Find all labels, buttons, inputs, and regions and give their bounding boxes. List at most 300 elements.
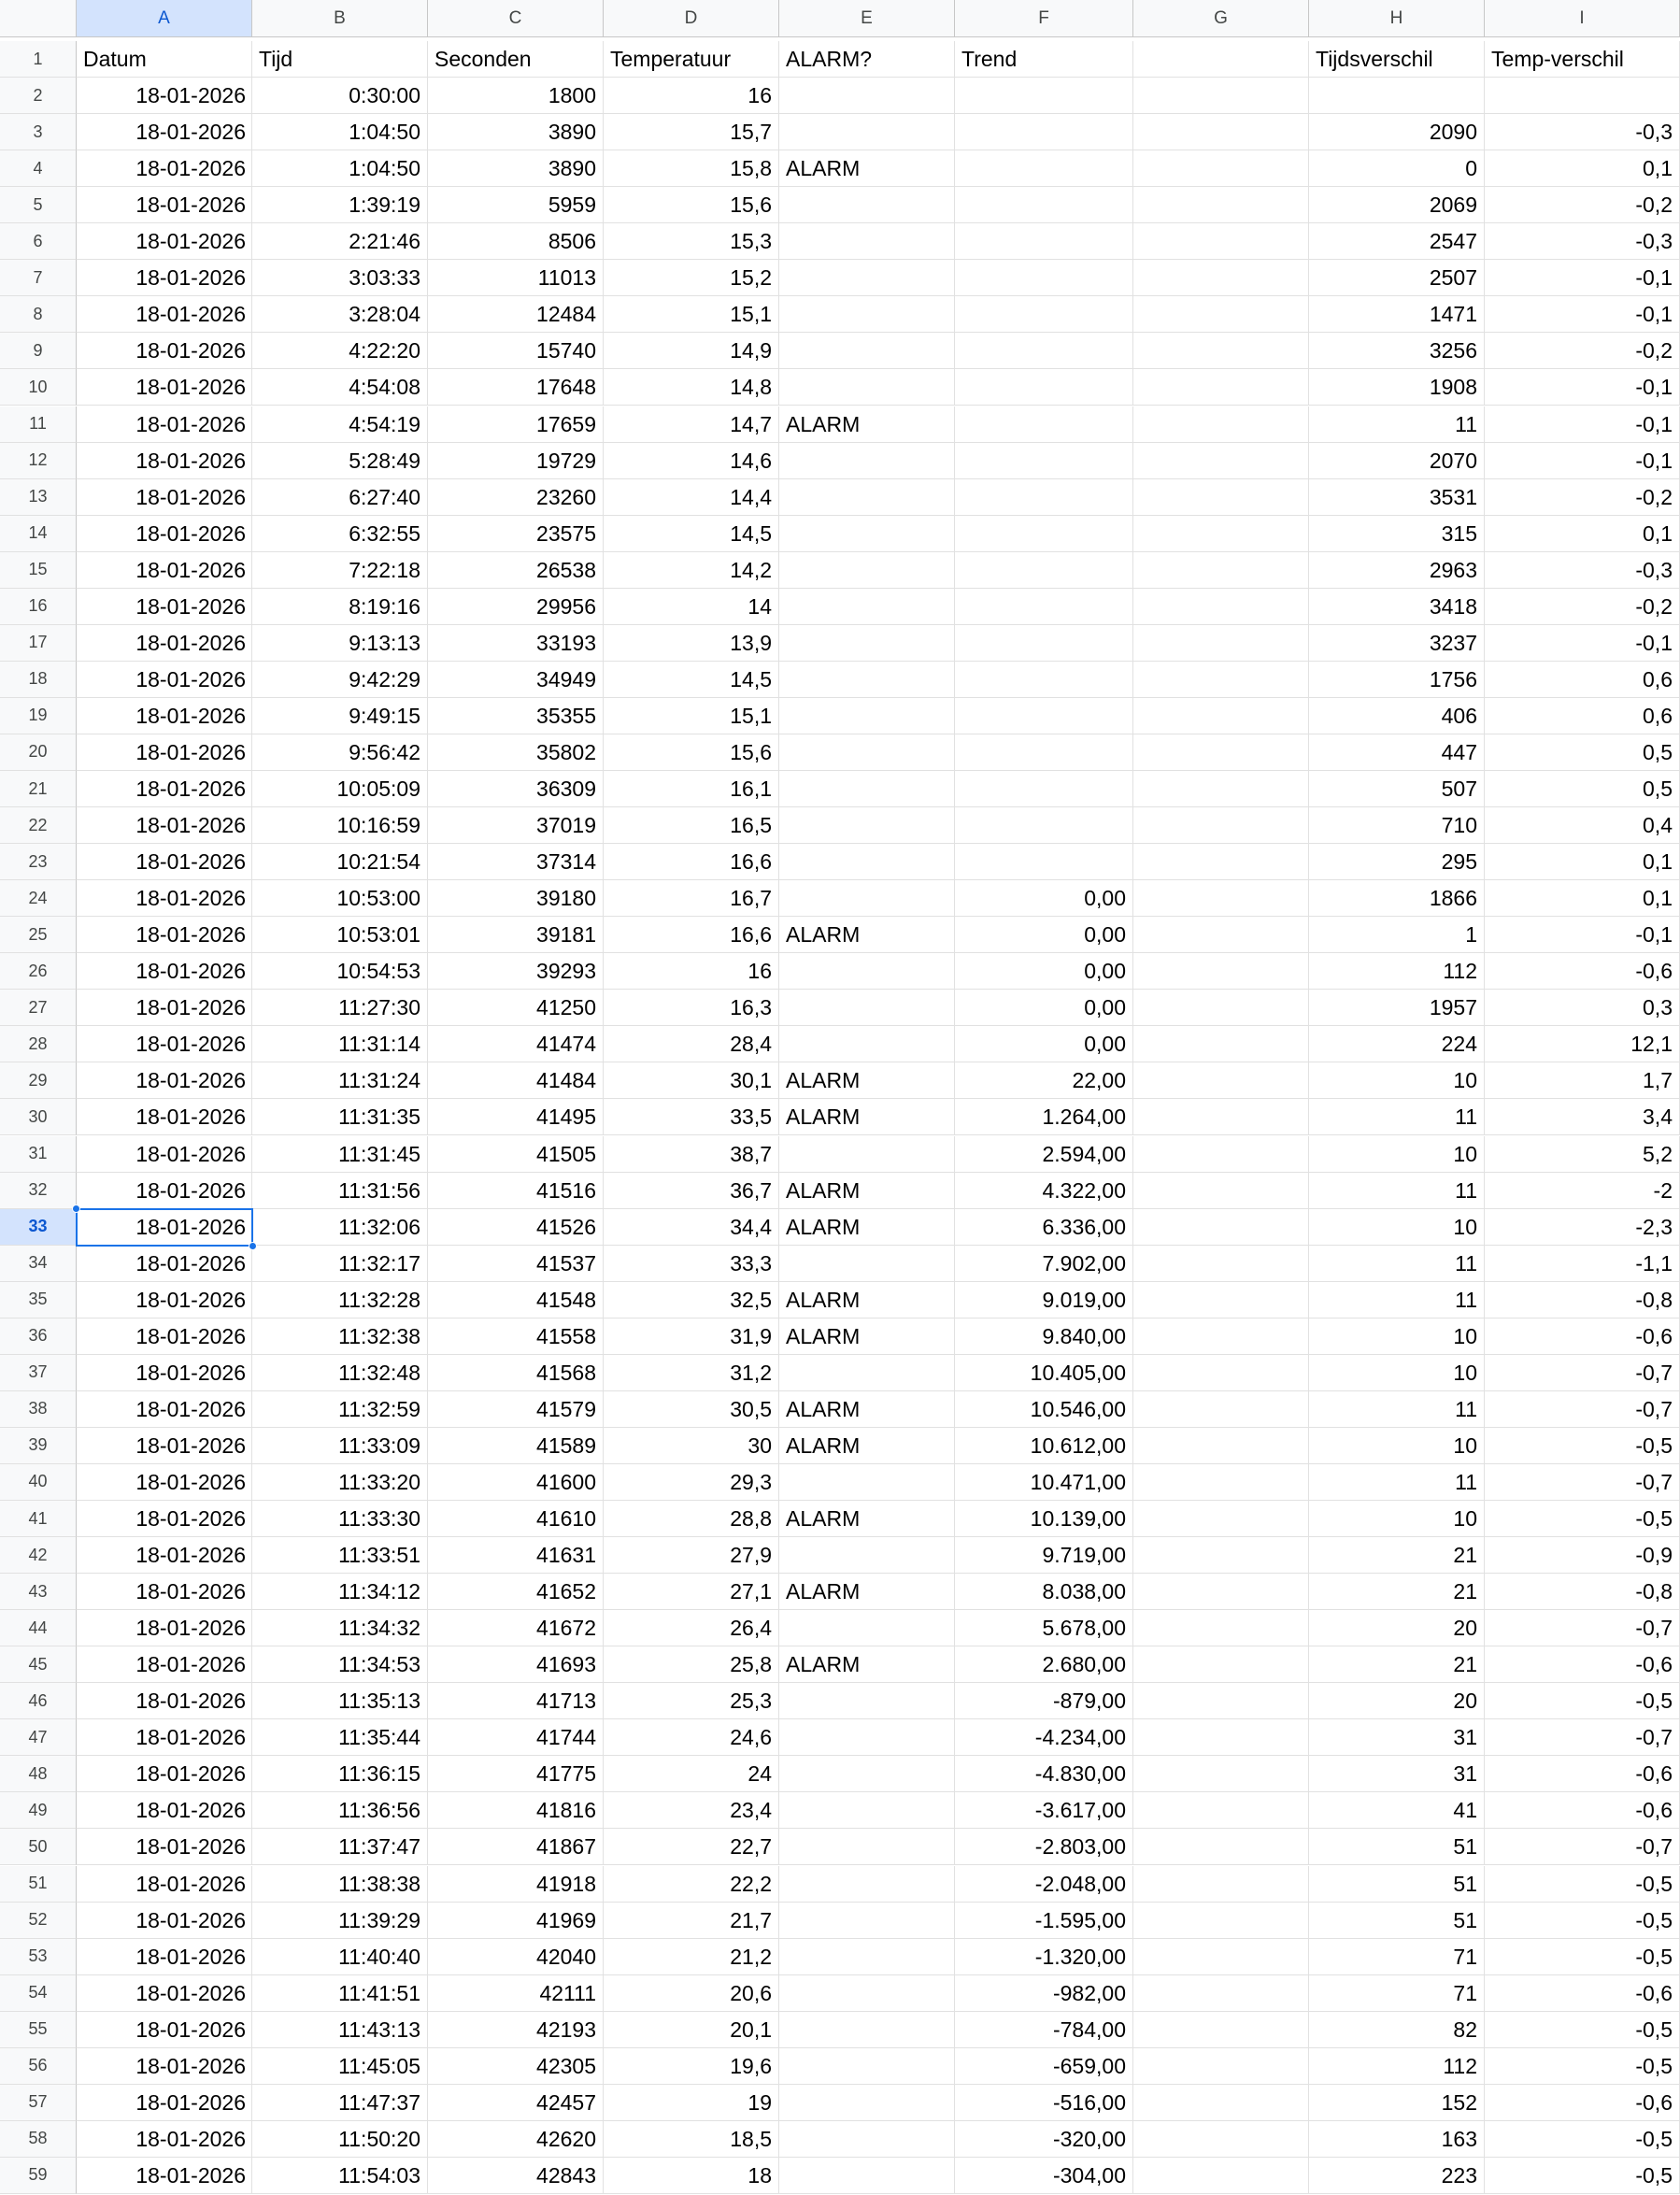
cell-f16[interactable]	[955, 589, 1133, 625]
cell-g35[interactable]	[1133, 1282, 1309, 1318]
cell-f25[interactable]: 0,00	[955, 917, 1133, 953]
cell-c37[interactable]: 41568	[428, 1355, 604, 1391]
cell-c17[interactable]: 33193	[428, 625, 604, 662]
cell-d16[interactable]: 14	[604, 589, 779, 625]
cell-g17[interactable]	[1133, 625, 1309, 662]
cell-b44[interactable]: 11:34:32	[252, 1610, 428, 1646]
row-header-34[interactable]: 34	[0, 1246, 77, 1282]
cell-g41[interactable]	[1133, 1501, 1309, 1537]
cell-a12[interactable]: 18-01-2026	[77, 443, 252, 479]
cell-b22[interactable]: 10:16:59	[252, 807, 428, 844]
cell-d23[interactable]: 16,6	[604, 844, 779, 880]
cell-e38[interactable]: ALARM	[779, 1391, 955, 1428]
row-header-40[interactable]: 40	[0, 1464, 77, 1501]
row-header-1[interactable]: 1	[0, 41, 77, 78]
cell-c33[interactable]: 41526	[428, 1209, 604, 1246]
cell-b39[interactable]: 11:33:09	[252, 1428, 428, 1464]
cell-c39[interactable]: 41589	[428, 1428, 604, 1464]
row-header-42[interactable]: 42	[0, 1537, 77, 1574]
cell-c8[interactable]: 12484	[428, 296, 604, 333]
cell-b7[interactable]: 3:03:33	[252, 260, 428, 296]
row-header-4[interactable]: 4	[0, 150, 77, 187]
cell-g44[interactable]	[1133, 1610, 1309, 1646]
cell-h47[interactable]: 31	[1309, 1719, 1485, 1756]
row-header-53[interactable]: 53	[0, 1939, 77, 1975]
row-header-21[interactable]: 21	[0, 771, 77, 807]
cell-g37[interactable]	[1133, 1355, 1309, 1391]
cell-b13[interactable]: 6:27:40	[252, 479, 428, 516]
row-header-51[interactable]: 51	[0, 1866, 77, 1903]
cell-h31[interactable]: 10	[1309, 1136, 1485, 1173]
cell-b4[interactable]: 1:04:50	[252, 150, 428, 187]
row-header-59[interactable]: 59	[0, 2158, 77, 2194]
cell-g58[interactable]	[1133, 2121, 1309, 2158]
cell-h15[interactable]: 2963	[1309, 552, 1485, 589]
cell-c28[interactable]: 41474	[428, 1026, 604, 1062]
cell-a33[interactable]: 18-01-2026	[77, 1209, 252, 1246]
cell-d57[interactable]: 19	[604, 2085, 779, 2121]
cell-e24[interactable]	[779, 880, 955, 917]
cell-h3[interactable]: 2090	[1309, 114, 1485, 150]
cell-d44[interactable]: 26,4	[604, 1610, 779, 1646]
cell-c34[interactable]: 41537	[428, 1246, 604, 1282]
cell-f24[interactable]: 0,00	[955, 880, 1133, 917]
cell-g52[interactable]	[1133, 1903, 1309, 1939]
cell-b51[interactable]: 11:38:38	[252, 1866, 428, 1903]
cell-a32[interactable]: 18-01-2026	[77, 1173, 252, 1209]
cell-f51[interactable]: -2.048,00	[955, 1866, 1133, 1903]
cell-h20[interactable]: 447	[1309, 734, 1485, 771]
cell-i46[interactable]: -0,5	[1485, 1683, 1680, 1719]
cell-b36[interactable]: 11:32:38	[252, 1318, 428, 1355]
cell-f22[interactable]	[955, 807, 1133, 844]
cell-e11[interactable]: ALARM	[779, 406, 955, 443]
cell-c18[interactable]: 34949	[428, 662, 604, 698]
cell-f56[interactable]: -659,00	[955, 2048, 1133, 2085]
cell-d52[interactable]: 21,7	[604, 1903, 779, 1939]
cell-d7[interactable]: 15,2	[604, 260, 779, 296]
cell-d50[interactable]: 22,7	[604, 1829, 779, 1865]
selection-fill-handle[interactable]	[249, 1242, 257, 1250]
cell-d59[interactable]: 18	[604, 2158, 779, 2194]
cell-c26[interactable]: 39293	[428, 953, 604, 990]
cell-h14[interactable]: 315	[1309, 516, 1485, 552]
cell-a5[interactable]: 18-01-2026	[77, 187, 252, 223]
cell-g32[interactable]	[1133, 1173, 1309, 1209]
cell-f8[interactable]	[955, 296, 1133, 333]
row-header-54[interactable]: 54	[0, 1975, 77, 2012]
cell-e13[interactable]	[779, 479, 955, 516]
cell-h38[interactable]: 11	[1309, 1391, 1485, 1428]
cell-b32[interactable]: 11:31:56	[252, 1173, 428, 1209]
cell-f57[interactable]: -516,00	[955, 2085, 1133, 2121]
cell-e37[interactable]	[779, 1355, 955, 1391]
cell-b52[interactable]: 11:39:29	[252, 1903, 428, 1939]
cell-b12[interactable]: 5:28:49	[252, 443, 428, 479]
cell-a47[interactable]: 18-01-2026	[77, 1719, 252, 1756]
cell-h21[interactable]: 507	[1309, 771, 1485, 807]
cell-h40[interactable]: 11	[1309, 1464, 1485, 1501]
column-header-e[interactable]: E	[779, 0, 955, 37]
cell-d36[interactable]: 31,9	[604, 1318, 779, 1355]
row-header-47[interactable]: 47	[0, 1719, 77, 1756]
cell-b40[interactable]: 11:33:20	[252, 1464, 428, 1501]
cell-a36[interactable]: 18-01-2026	[77, 1318, 252, 1355]
cell-i14[interactable]: 0,1	[1485, 516, 1680, 552]
cell-b19[interactable]: 9:49:15	[252, 698, 428, 734]
cell-e41[interactable]: ALARM	[779, 1501, 955, 1537]
cell-c59[interactable]: 42843	[428, 2158, 604, 2194]
cell-f52[interactable]: -1.595,00	[955, 1903, 1133, 1939]
cell-e30[interactable]: ALARM	[779, 1099, 955, 1135]
cell-b37[interactable]: 11:32:48	[252, 1355, 428, 1391]
cell-h34[interactable]: 11	[1309, 1246, 1485, 1282]
cell-h1[interactable]: Tijdsverschil	[1309, 41, 1485, 78]
cell-f13[interactable]	[955, 479, 1133, 516]
cell-g3[interactable]	[1133, 114, 1309, 150]
cell-a52[interactable]: 18-01-2026	[77, 1903, 252, 1939]
row-header-27[interactable]: 27	[0, 990, 77, 1026]
cell-a46[interactable]: 18-01-2026	[77, 1683, 252, 1719]
cell-e12[interactable]	[779, 443, 955, 479]
cell-i21[interactable]: 0,5	[1485, 771, 1680, 807]
cell-i29[interactable]: 1,7	[1485, 1062, 1680, 1099]
column-header-a[interactable]: A	[77, 0, 252, 37]
row-header-26[interactable]: 26	[0, 953, 77, 990]
cell-e33[interactable]: ALARM	[779, 1209, 955, 1246]
row-header-32[interactable]: 32	[0, 1173, 77, 1209]
cell-f21[interactable]	[955, 771, 1133, 807]
cell-e7[interactable]	[779, 260, 955, 296]
cell-d56[interactable]: 19,6	[604, 2048, 779, 2085]
cell-b49[interactable]: 11:36:56	[252, 1792, 428, 1829]
cell-i36[interactable]: -0,6	[1485, 1318, 1680, 1355]
cell-a25[interactable]: 18-01-2026	[77, 917, 252, 953]
cell-c54[interactable]: 42111	[428, 1975, 604, 2012]
cell-a21[interactable]: 18-01-2026	[77, 771, 252, 807]
cell-e40[interactable]	[779, 1464, 955, 1501]
cell-a49[interactable]: 18-01-2026	[77, 1792, 252, 1829]
cell-d22[interactable]: 16,5	[604, 807, 779, 844]
cell-c42[interactable]: 41631	[428, 1537, 604, 1574]
cell-f55[interactable]: -784,00	[955, 2012, 1133, 2048]
column-header-d[interactable]: D	[604, 0, 779, 37]
cell-d1[interactable]: Temperatuur	[604, 41, 779, 78]
cell-d43[interactable]: 27,1	[604, 1574, 779, 1610]
cell-c16[interactable]: 29956	[428, 589, 604, 625]
cell-g42[interactable]	[1133, 1537, 1309, 1574]
cell-e59[interactable]	[779, 2158, 955, 2194]
cell-h55[interactable]: 82	[1309, 2012, 1485, 2048]
cell-h22[interactable]: 710	[1309, 807, 1485, 844]
cell-f27[interactable]: 0,00	[955, 990, 1133, 1026]
cell-d31[interactable]: 38,7	[604, 1136, 779, 1173]
cell-e10[interactable]	[779, 369, 955, 406]
cell-c30[interactable]: 41495	[428, 1099, 604, 1135]
cell-g53[interactable]	[1133, 1939, 1309, 1975]
cell-f39[interactable]: 10.612,00	[955, 1428, 1133, 1464]
cell-g48[interactable]	[1133, 1756, 1309, 1792]
cell-c46[interactable]: 41713	[428, 1683, 604, 1719]
cell-a1[interactable]: Datum	[77, 41, 252, 78]
cell-g50[interactable]	[1133, 1829, 1309, 1865]
cell-c6[interactable]: 8506	[428, 223, 604, 260]
cell-h45[interactable]: 21	[1309, 1646, 1485, 1683]
cell-a39[interactable]: 18-01-2026	[77, 1428, 252, 1464]
cell-a58[interactable]: 18-01-2026	[77, 2121, 252, 2158]
cell-b43[interactable]: 11:34:12	[252, 1574, 428, 1610]
row-header-19[interactable]: 19	[0, 698, 77, 734]
cell-g28[interactable]	[1133, 1026, 1309, 1062]
cell-d46[interactable]: 25,3	[604, 1683, 779, 1719]
cell-d4[interactable]: 15,8	[604, 150, 779, 187]
cell-e46[interactable]	[779, 1683, 955, 1719]
cell-d47[interactable]: 24,6	[604, 1719, 779, 1756]
cell-g46[interactable]	[1133, 1683, 1309, 1719]
cell-h39[interactable]: 10	[1309, 1428, 1485, 1464]
cell-b1[interactable]: Tijd	[252, 41, 428, 78]
cell-c12[interactable]: 19729	[428, 443, 604, 479]
cell-i35[interactable]: -0,8	[1485, 1282, 1680, 1318]
cell-i32[interactable]: -2	[1485, 1173, 1680, 1209]
cell-c40[interactable]: 41600	[428, 1464, 604, 1501]
cell-c49[interactable]: 41816	[428, 1792, 604, 1829]
cell-h54[interactable]: 71	[1309, 1975, 1485, 2012]
cell-g19[interactable]	[1133, 698, 1309, 734]
cell-f49[interactable]: -3.617,00	[955, 1792, 1133, 1829]
cell-f44[interactable]: 5.678,00	[955, 1610, 1133, 1646]
cell-b57[interactable]: 11:47:37	[252, 2085, 428, 2121]
cell-h51[interactable]: 51	[1309, 1866, 1485, 1903]
cell-i3[interactable]: -0,3	[1485, 114, 1680, 150]
cell-g16[interactable]	[1133, 589, 1309, 625]
cell-d41[interactable]: 28,8	[604, 1501, 779, 1537]
cell-e47[interactable]	[779, 1719, 955, 1756]
cell-c14[interactable]: 23575	[428, 516, 604, 552]
cell-a9[interactable]: 18-01-2026	[77, 333, 252, 369]
cell-c57[interactable]: 42457	[428, 2085, 604, 2121]
cell-f54[interactable]: -982,00	[955, 1975, 1133, 2012]
cell-e57[interactable]	[779, 2085, 955, 2121]
cell-e31[interactable]	[779, 1136, 955, 1173]
cell-c47[interactable]: 41744	[428, 1719, 604, 1756]
cell-g40[interactable]	[1133, 1464, 1309, 1501]
cell-g24[interactable]	[1133, 880, 1309, 917]
cell-c27[interactable]: 41250	[428, 990, 604, 1026]
cell-f4[interactable]	[955, 150, 1133, 187]
cell-a50[interactable]: 18-01-2026	[77, 1829, 252, 1865]
cell-h26[interactable]: 112	[1309, 953, 1485, 990]
cell-b28[interactable]: 11:31:14	[252, 1026, 428, 1062]
row-header-14[interactable]: 14	[0, 516, 77, 552]
cell-a51[interactable]: 18-01-2026	[77, 1866, 252, 1903]
cell-i47[interactable]: -0,7	[1485, 1719, 1680, 1756]
cell-i9[interactable]: -0,2	[1485, 333, 1680, 369]
cell-e58[interactable]	[779, 2121, 955, 2158]
cell-g49[interactable]	[1133, 1792, 1309, 1829]
cell-c11[interactable]: 17659	[428, 406, 604, 443]
cell-b45[interactable]: 11:34:53	[252, 1646, 428, 1683]
cell-c36[interactable]: 41558	[428, 1318, 604, 1355]
cell-e26[interactable]	[779, 953, 955, 990]
cell-f1[interactable]: Trend	[955, 41, 1133, 78]
row-header-38[interactable]: 38	[0, 1391, 77, 1428]
cell-a11[interactable]: 18-01-2026	[77, 406, 252, 443]
cell-g21[interactable]	[1133, 771, 1309, 807]
cell-i54[interactable]: -0,6	[1485, 1975, 1680, 2012]
cell-e14[interactable]	[779, 516, 955, 552]
cell-b17[interactable]: 9:13:13	[252, 625, 428, 662]
cell-d15[interactable]: 14,2	[604, 552, 779, 589]
cell-b26[interactable]: 10:54:53	[252, 953, 428, 990]
cell-e39[interactable]: ALARM	[779, 1428, 955, 1464]
cell-c10[interactable]: 17648	[428, 369, 604, 406]
row-header-58[interactable]: 58	[0, 2121, 77, 2158]
cell-b6[interactable]: 2:21:46	[252, 223, 428, 260]
cell-a35[interactable]: 18-01-2026	[77, 1282, 252, 1318]
cell-i37[interactable]: -0,7	[1485, 1355, 1680, 1391]
row-header-41[interactable]: 41	[0, 1501, 77, 1537]
cell-c22[interactable]: 37019	[428, 807, 604, 844]
cell-h59[interactable]: 223	[1309, 2158, 1485, 2194]
column-header-g[interactable]: G	[1133, 0, 1309, 37]
cell-e17[interactable]	[779, 625, 955, 662]
cell-d9[interactable]: 14,9	[604, 333, 779, 369]
cell-b47[interactable]: 11:35:44	[252, 1719, 428, 1756]
cell-f58[interactable]: -320,00	[955, 2121, 1133, 2158]
row-header-8[interactable]: 8	[0, 296, 77, 333]
cell-c4[interactable]: 3890	[428, 150, 604, 187]
cell-b34[interactable]: 11:32:17	[252, 1246, 428, 1282]
cell-i59[interactable]: -0,5	[1485, 2158, 1680, 2194]
cell-a48[interactable]: 18-01-2026	[77, 1756, 252, 1792]
row-header-30[interactable]: 30	[0, 1099, 77, 1135]
cell-h9[interactable]: 3256	[1309, 333, 1485, 369]
cell-d8[interactable]: 15,1	[604, 296, 779, 333]
cell-c24[interactable]: 39180	[428, 880, 604, 917]
cell-d39[interactable]: 30	[604, 1428, 779, 1464]
cell-i42[interactable]: -0,9	[1485, 1537, 1680, 1574]
cell-e22[interactable]	[779, 807, 955, 844]
cell-a59[interactable]: 18-01-2026	[77, 2158, 252, 2194]
cell-i15[interactable]: -0,3	[1485, 552, 1680, 589]
cell-i6[interactable]: -0,3	[1485, 223, 1680, 260]
cell-e56[interactable]	[779, 2048, 955, 2085]
cell-h25[interactable]: 1	[1309, 917, 1485, 953]
cell-b16[interactable]: 8:19:16	[252, 589, 428, 625]
cell-g56[interactable]	[1133, 2048, 1309, 2085]
cell-d6[interactable]: 15,3	[604, 223, 779, 260]
cell-d45[interactable]: 25,8	[604, 1646, 779, 1683]
cell-c44[interactable]: 41672	[428, 1610, 604, 1646]
cell-g31[interactable]	[1133, 1136, 1309, 1173]
cell-a42[interactable]: 18-01-2026	[77, 1537, 252, 1574]
cell-c15[interactable]: 26538	[428, 552, 604, 589]
row-header-31[interactable]: 31	[0, 1136, 77, 1173]
cell-e32[interactable]: ALARM	[779, 1173, 955, 1209]
cell-g39[interactable]	[1133, 1428, 1309, 1464]
cell-e16[interactable]	[779, 589, 955, 625]
cell-d18[interactable]: 14,5	[604, 662, 779, 698]
cell-e9[interactable]	[779, 333, 955, 369]
cell-b10[interactable]: 4:54:08	[252, 369, 428, 406]
cell-f47[interactable]: -4.234,00	[955, 1719, 1133, 1756]
cell-i28[interactable]: 12,1	[1485, 1026, 1680, 1062]
cell-b25[interactable]: 10:53:01	[252, 917, 428, 953]
cell-d55[interactable]: 20,1	[604, 2012, 779, 2048]
cell-d12[interactable]: 14,6	[604, 443, 779, 479]
cell-b42[interactable]: 11:33:51	[252, 1537, 428, 1574]
cell-g12[interactable]	[1133, 443, 1309, 479]
cell-e36[interactable]: ALARM	[779, 1318, 955, 1355]
cell-f59[interactable]: -304,00	[955, 2158, 1133, 2194]
cell-f35[interactable]: 9.019,00	[955, 1282, 1133, 1318]
cell-e6[interactable]	[779, 223, 955, 260]
cell-g47[interactable]	[1133, 1719, 1309, 1756]
row-header-20[interactable]: 20	[0, 734, 77, 771]
cell-c13[interactable]: 23260	[428, 479, 604, 516]
cell-c19[interactable]: 35355	[428, 698, 604, 734]
row-header-52[interactable]: 52	[0, 1903, 77, 1939]
cell-i38[interactable]: -0,7	[1485, 1391, 1680, 1428]
cell-a30[interactable]: 18-01-2026	[77, 1099, 252, 1135]
cell-f32[interactable]: 4.322,00	[955, 1173, 1133, 1209]
cell-i16[interactable]: -0,2	[1485, 589, 1680, 625]
cell-g38[interactable]	[1133, 1391, 1309, 1428]
cell-c7[interactable]: 11013	[428, 260, 604, 296]
cell-a6[interactable]: 18-01-2026	[77, 223, 252, 260]
cell-g14[interactable]	[1133, 516, 1309, 552]
cell-b18[interactable]: 9:42:29	[252, 662, 428, 698]
cell-c20[interactable]: 35802	[428, 734, 604, 771]
cell-a16[interactable]: 18-01-2026	[77, 589, 252, 625]
row-header-44[interactable]: 44	[0, 1610, 77, 1646]
cell-f53[interactable]: -1.320,00	[955, 1939, 1133, 1975]
cell-f38[interactable]: 10.546,00	[955, 1391, 1133, 1428]
cell-f37[interactable]: 10.405,00	[955, 1355, 1133, 1391]
cell-i55[interactable]: -0,5	[1485, 2012, 1680, 2048]
cell-i33[interactable]: -2,3	[1485, 1209, 1680, 1246]
row-header-13[interactable]: 13	[0, 479, 77, 516]
cell-g20[interactable]	[1133, 734, 1309, 771]
cell-h7[interactable]: 2507	[1309, 260, 1485, 296]
cell-g22[interactable]	[1133, 807, 1309, 844]
cell-f5[interactable]	[955, 187, 1133, 223]
cell-c43[interactable]: 41652	[428, 1574, 604, 1610]
cell-h29[interactable]: 10	[1309, 1062, 1485, 1099]
cell-e35[interactable]: ALARM	[779, 1282, 955, 1318]
cell-f11[interactable]	[955, 406, 1133, 443]
cell-f23[interactable]	[955, 844, 1133, 880]
cell-f46[interactable]: -879,00	[955, 1683, 1133, 1719]
cell-h44[interactable]: 20	[1309, 1610, 1485, 1646]
cell-a41[interactable]: 18-01-2026	[77, 1501, 252, 1537]
cell-e55[interactable]	[779, 2012, 955, 2048]
cell-d30[interactable]: 33,5	[604, 1099, 779, 1135]
cell-b27[interactable]: 11:27:30	[252, 990, 428, 1026]
cell-b33[interactable]: 11:32:06	[252, 1209, 428, 1246]
cell-e28[interactable]	[779, 1026, 955, 1062]
row-header-15[interactable]: 15	[0, 552, 77, 589]
cell-f48[interactable]: -4.830,00	[955, 1756, 1133, 1792]
cell-i24[interactable]: 0,1	[1485, 880, 1680, 917]
cell-a40[interactable]: 18-01-2026	[77, 1464, 252, 1501]
column-header-f[interactable]: F	[955, 0, 1133, 37]
cell-i19[interactable]: 0,6	[1485, 698, 1680, 734]
cell-i30[interactable]: 3,4	[1485, 1099, 1680, 1135]
cell-h24[interactable]: 1866	[1309, 880, 1485, 917]
cell-g9[interactable]	[1133, 333, 1309, 369]
